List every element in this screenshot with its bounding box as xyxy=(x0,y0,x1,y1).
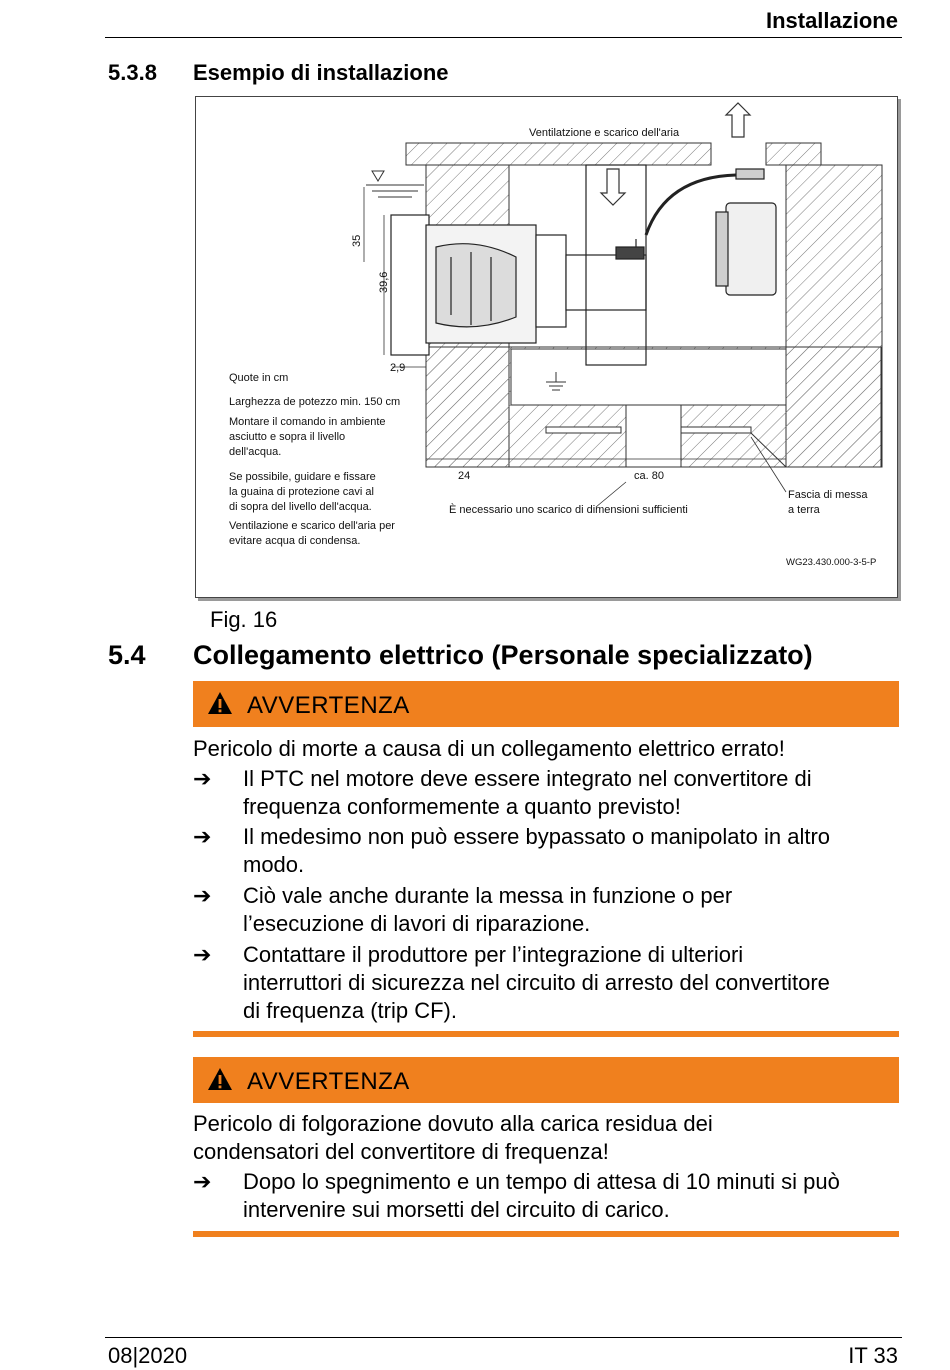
warning-triangle-icon xyxy=(207,1067,233,1091)
note-cable-guide: Se possibile, guidare e fissare la guaina di protezione cavi al di sopra del livello dell'acqua. xyxy=(229,471,376,513)
dimension-39-6: 39,6 xyxy=(378,271,390,293)
earthing-strip-label: Fascia di messa a terra xyxy=(788,489,868,516)
water-level xyxy=(366,171,424,197)
header-rule xyxy=(105,37,902,38)
note-controller-dry: Montare il comando in ambiente asciutto e sopra il livello dell'acqua. xyxy=(229,416,386,458)
footer-rule xyxy=(105,1337,902,1338)
warning-label: AVVERTENZA xyxy=(247,692,410,719)
section-number-5-3-8: 5.3.8 xyxy=(108,60,157,85)
figure-caption: Fig. 16 xyxy=(210,607,278,632)
note-shaft-width: Larghezza de potezzo min. 150 cm xyxy=(229,396,401,408)
dimension-ca-80: ca. 80 xyxy=(634,470,664,482)
running-header: Installazione xyxy=(765,8,898,33)
section-title-electrical-connection: Collegamento elettrico (Personale specializzato) xyxy=(193,640,813,670)
note-dimensions-cm: Quote in cm xyxy=(229,372,289,384)
arrow-right-icon: ➔ xyxy=(193,824,212,849)
footer-date: 08|2020 xyxy=(108,1343,188,1368)
warning-bar-2 xyxy=(193,1057,899,1103)
installation-diagram xyxy=(195,96,898,598)
dimension-2-9: 2,9 xyxy=(390,362,406,374)
arrow-right-icon: ➔ xyxy=(193,766,212,791)
section-title-installation-example: Esempio di installazione xyxy=(193,60,449,85)
warning-bar-1 xyxy=(193,681,899,727)
arrow-right-icon: ➔ xyxy=(193,883,212,908)
warning-1-end-rule xyxy=(193,1031,899,1037)
warning-triangle-icon xyxy=(207,691,233,715)
warning-2-intro: Pericolo di folgorazione dovuto alla carica residua dei condensatori del convertitore di frequenza! xyxy=(193,1111,713,1164)
dimension-24: 24 xyxy=(458,470,471,482)
dimension-35: 35 xyxy=(351,234,363,247)
figure-code: WG23.430.000-3-5-P xyxy=(786,557,877,568)
note-ventilation: Ventilazione e scarico dell'aria per evitare acqua di condensa. xyxy=(229,520,395,547)
warning-2-end-rule xyxy=(193,1231,899,1237)
control-box xyxy=(646,169,776,295)
arrow-right-icon: ➔ xyxy=(193,1169,212,1194)
warning-label: AVVERTENZA xyxy=(247,1068,410,1095)
drain-note: È necessario uno scarico di dimensioni sufficienti xyxy=(449,504,688,516)
ventilation-label: Ventilatzione e scarico dell'aria xyxy=(529,127,680,139)
section-number-5-4: 5.4 xyxy=(108,640,146,670)
warning-1-intro: Pericolo di morte a causa di un collegamento elettrico errato! xyxy=(193,736,785,761)
page-number: IT 33 xyxy=(848,1343,898,1368)
arrow-right-icon: ➔ xyxy=(193,942,212,967)
